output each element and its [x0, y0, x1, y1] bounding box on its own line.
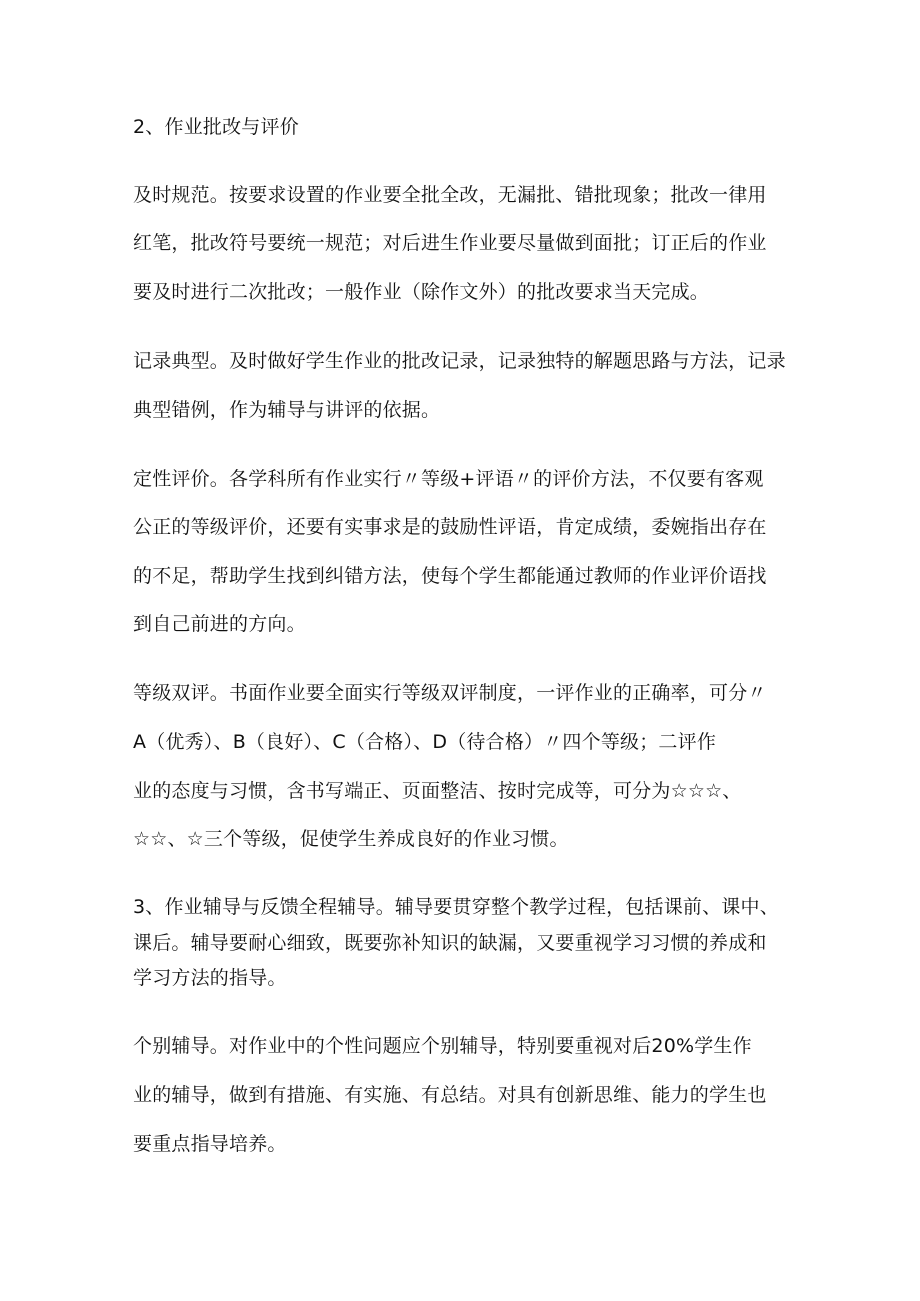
paragraph-line: 到自己前进的方向。: [133, 613, 306, 635]
paragraph-line: 的不足，帮助学生找到纠错方法，使每个学生都能通过教师的作业评价语找: [133, 565, 767, 587]
paragraph-line: 公正的等级评价，还要有实事求是的鼓励性评语，肯定成绩，委婉指出存在: [133, 516, 767, 538]
paragraph-line: 课后。辅导要耐心细致，既要弥补知识的缺漏，又要重视学习习惯的养成和: [133, 932, 767, 954]
paragraph-line: 记录典型。及时做好学生作业的批改记录，记录独特的解题思路与方法，记录: [133, 350, 786, 372]
paragraph-line: 及时规范。按要求设置的作业要全批全改，无漏批、错批现象；批改一律用: [133, 184, 767, 206]
section-heading: 2、作业批改与评价: [133, 116, 299, 138]
paragraph-line: 红笔，批改符号要统一规范；对后进生作业要尽量做到面批；订正后的作业: [133, 232, 767, 254]
paragraph-line: A（优秀）、B（良好）、C（合格）、D（待合格）〃四个等级；二评作: [133, 731, 717, 753]
paragraph-line: 要重点指导培养。: [133, 1133, 287, 1155]
paragraph-line: 定性评价。各学科所有作业实行〃等级+评语〃的评价方法，不仅要有客观: [133, 468, 764, 490]
paragraph-line: 学习方法的指导。: [133, 967, 287, 989]
paragraph-line: ☆☆、☆三个等级，促使学生养成良好的作业习惯。: [133, 828, 569, 850]
paragraph-line: 业的态度与习惯，含书写端正、页面整洁、按时完成等，可分为☆☆☆、: [133, 780, 742, 802]
paragraph-line: 个别辅导。对作业中的个性问题应个别辅导，特别要重视对后20%学生作: [133, 1035, 752, 1057]
paragraph-line: 要及时进行二次批改；一般作业（除作文外）的批改要求当天完成。: [133, 281, 710, 303]
paragraph-line: 等级双评。书面作业要全面实行等级双评制度，一评作业的正确率，可分〃: [133, 682, 767, 704]
paragraph-line: 业的辅导，做到有措施、有实施、有总结。对具有创新思维、能力的学生也: [133, 1084, 767, 1106]
paragraph-line: 3、作业辅导与反馈全程辅导。辅导要贯穿整个教学过程，包括课前、课中、: [133, 896, 779, 918]
paragraph-line: 典型错例，作为辅导与讲评的依据。: [133, 399, 441, 421]
